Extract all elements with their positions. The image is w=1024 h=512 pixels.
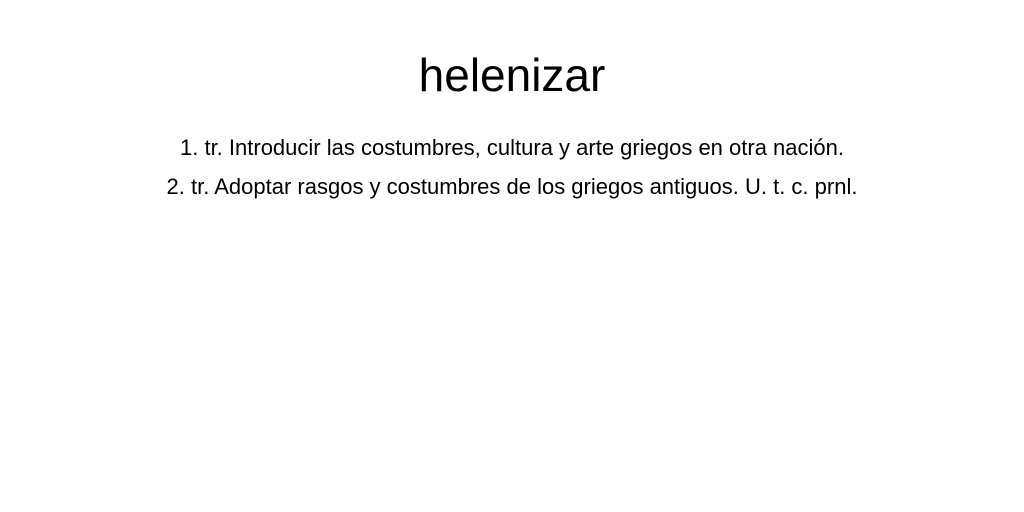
definition-2: 2. tr. Adoptar rasgos y costumbres de los griegos antiguos. U. t. c. prnl. <box>166 174 858 199</box>
definitions-list <box>0 128 1024 206</box>
headword-title: helenizar <box>418 49 606 101</box>
definition-1: 1. tr. Introducir las costumbres, cultura y arte griegos en otra nación. <box>180 135 844 160</box>
